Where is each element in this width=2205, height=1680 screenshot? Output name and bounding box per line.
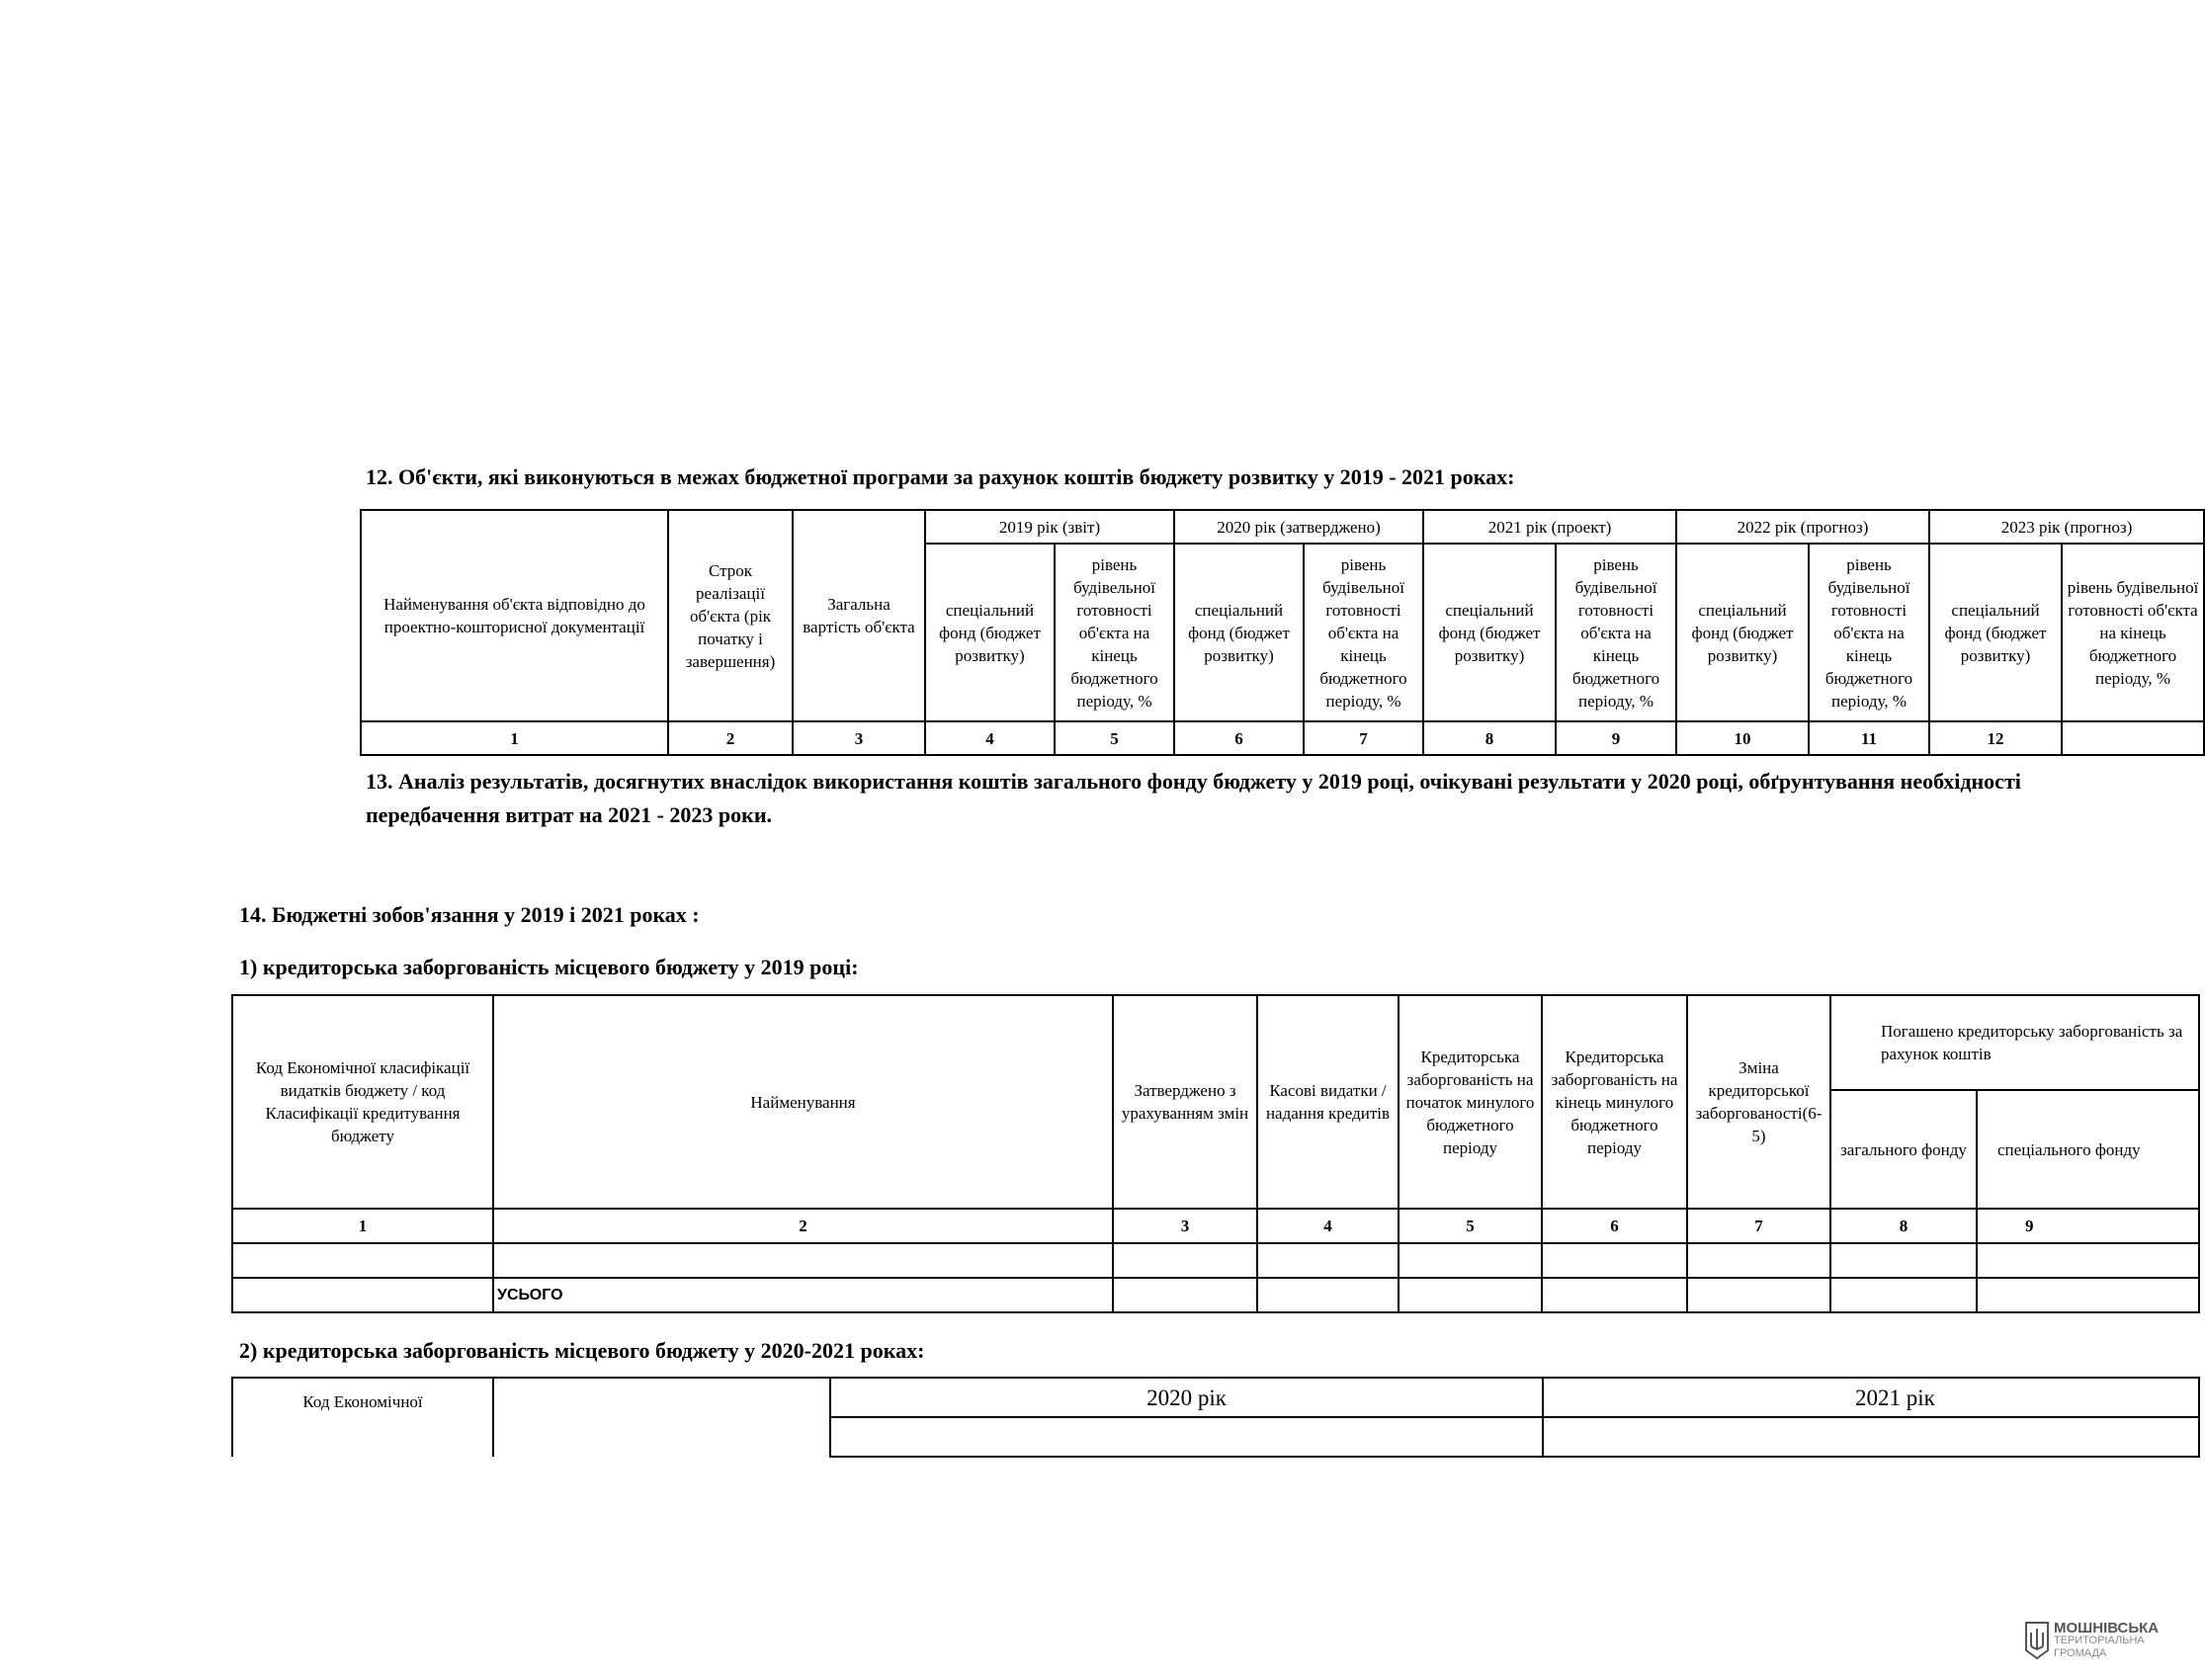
header-object-name: Найменування об'єкта відповідно до проектно-кошторисної документації — [361, 510, 668, 721]
sub-fund-2019: спеціальний фонд (бюджет розвитку) — [925, 544, 1055, 721]
col-number: 10 — [1676, 721, 1809, 755]
header-code: Код Економічної класифікації видатків бюджету / код Класифікації кредитування бюджету — [232, 995, 493, 1209]
table-cell — [232, 1278, 493, 1312]
col-number: 8 — [1830, 1209, 1977, 1243]
section-13-line2: передбачення витрат на 2021 - 2023 роки. — [366, 802, 773, 827]
col-number: 2 — [668, 721, 793, 755]
header-name: Найменування — [493, 995, 1113, 1209]
header-repaid: Погашено кредиторську заборгованість за рахунок коштів — [1830, 995, 2199, 1090]
col-number: 5 — [1399, 1209, 1542, 1243]
creditor-table-2020-2021-container — [231, 1377, 2059, 1419]
logo-line1: МОШНІВСЬКА — [2054, 1619, 2160, 1637]
table-row — [232, 1243, 2199, 1278]
section-13-line1: 13. Аналіз результатів, досягнутих внаслідок використання коштів загального фонду бюджету у 2019 році, очікувані результати у 2020 році, обґрунтування необхідності — [366, 769, 2021, 794]
table-cell — [1399, 1278, 1542, 1312]
col-number: 7 — [1304, 721, 1423, 755]
header-year-2022: 2022 рік (прогноз) — [1676, 510, 1929, 544]
header-term: Строк реалізації об'єкта (рік початку і завершення) — [668, 510, 793, 721]
col-number: 6 — [1542, 1209, 1687, 1243]
header-year-2020: 2020 рік (затверджено) — [1174, 510, 1423, 544]
creditor-table-2019-container — [231, 994, 2183, 1315]
col-number: 4 — [1257, 1209, 1399, 1243]
table-cell — [1543, 1417, 2199, 1457]
table-cell — [1257, 1278, 1399, 1312]
header-debt-start: Кредиторська заборгованість на початок минулого бюджетного періоду — [1399, 995, 1542, 1209]
table-cell — [1113, 1243, 1257, 1278]
col-number: 3 — [793, 721, 925, 755]
logo-line3: ГРОМАДА — [2054, 1646, 2107, 1659]
table-cell — [1542, 1243, 1687, 1278]
header-debt-end: Кредиторська заборгованість на кінець минулого бюджетного періоду — [1542, 995, 1687, 1209]
header-approved: Затверджено з урахуванням змін — [1113, 995, 1257, 1209]
logo-line2: ТЕРИТОРІАЛЬНА — [2054, 1634, 2145, 1646]
creditor-table-2019 — [231, 994, 2200, 1313]
creditor-table-2020-2021 — [231, 1377, 2200, 1458]
table-cell — [1977, 1243, 2199, 1278]
table-cell — [1399, 1243, 1542, 1278]
table-cell — [1830, 1243, 1977, 1278]
col-number: 2 — [493, 1209, 1113, 1243]
header-change: Зміна кредиторської заборгованості(6-5) — [1687, 995, 1830, 1209]
table-cell — [232, 1243, 493, 1278]
sub-fund-2021: спеціальний фонд (бюджет розвитку) — [1423, 544, 1556, 721]
col-number: 5 — [1055, 721, 1174, 755]
header-code: Код Економічної — [232, 1378, 493, 1457]
objects-table-container — [360, 509, 2199, 758]
col-number: 1 — [361, 721, 668, 755]
table-cell — [830, 1417, 1543, 1457]
col-number: 4 — [925, 721, 1055, 755]
sub-ready-2019: рівень будівельної готовності об'єкта на кінець бюджетного періоду, % — [1055, 544, 1174, 721]
table-cell — [493, 1243, 1113, 1278]
table-cell — [1687, 1278, 1830, 1312]
header-year-2019: 2019 рік (звіт) — [925, 510, 1174, 544]
section-14-heading: 14. Бюджетні зобов'язання у 2019 і 2021 роках : — [239, 902, 700, 927]
sub-special-fund: спеціального фонду — [1977, 1090, 2199, 1209]
section-12-heading: 12. Об'єкти, які виконуються в межах бюджетної програми за рахунок коштів бюджету розвитку у 2019 - 2021 роках: — [366, 464, 1515, 489]
col-number: 9 — [1977, 1209, 2199, 1243]
section-14-sub1: 1) кредиторська заборгованість місцевого бюджету у 2019 році: — [239, 955, 859, 979]
col-number: 11 — [1809, 721, 1929, 755]
col-number — [2062, 721, 2204, 755]
header-cash: Касові видатки / надання кредитів — [1257, 995, 1399, 1209]
section-14-sub2: 2) кредиторська заборгованість місцевого бюджету у 2020-2021 роках: — [239, 1338, 925, 1363]
objects-table — [360, 509, 2205, 756]
header-year-2023: 2023 рік (прогноз) — [1929, 510, 2204, 544]
table-cell — [1113, 1278, 1257, 1312]
col-number: 8 — [1423, 721, 1556, 755]
col-number: 7 — [1687, 1209, 1830, 1243]
sub-fund-2020: спеціальний фонд (бюджет розвитку) — [1174, 544, 1304, 721]
table-cell — [1687, 1243, 1830, 1278]
table-cell — [1257, 1243, 1399, 1278]
sub-fund-2022: спеціальний фонд (бюджет розвитку) — [1676, 544, 1809, 721]
table-cell — [1830, 1278, 1977, 1312]
col-number: 9 — [1556, 721, 1676, 755]
sub-general-fund: загального фонду — [1830, 1090, 1977, 1209]
header-name — [493, 1378, 830, 1457]
header-year-2021: 2021 рік (проект) — [1423, 510, 1676, 544]
header-year-2020: 2020 рік — [830, 1378, 1543, 1417]
sub-fund-2023: спеціальний фонд (бюджет розвитку) — [1929, 544, 2062, 721]
sub-ready-2021: рівень будівельної готовності об'єкта на кінець бюджетного періоду, % — [1556, 544, 1676, 721]
col-number: 1 — [232, 1209, 493, 1243]
header-total-cost: Загальна вартість об'єкта — [793, 510, 925, 721]
table-cell — [1542, 1278, 1687, 1312]
sub-ready-2020: рівень будівельної готовності об'єкта на кінець бюджетного періоду, % — [1304, 544, 1423, 721]
sub-ready-2022: рівень будівельної готовності об'єкта на кінець бюджетного періоду, % — [1809, 544, 1929, 721]
trident-icon — [2024, 1621, 2050, 1660]
total-row — [232, 1278, 2199, 1312]
sub-ready-2023: рівень будівельної готовності об'єкта на кінець бюджетного періоду, % — [2062, 544, 2204, 721]
table-cell — [1977, 1278, 2199, 1312]
total-label: УСЬОГО — [493, 1278, 1113, 1312]
header-year-2021: 2021 рік — [1543, 1378, 2199, 1417]
col-number: 6 — [1174, 721, 1304, 755]
col-number: 12 — [1929, 721, 2062, 755]
col-number: 3 — [1113, 1209, 1257, 1243]
community-logo — [2024, 1621, 2159, 1660]
section-13-container — [366, 765, 2059, 834]
